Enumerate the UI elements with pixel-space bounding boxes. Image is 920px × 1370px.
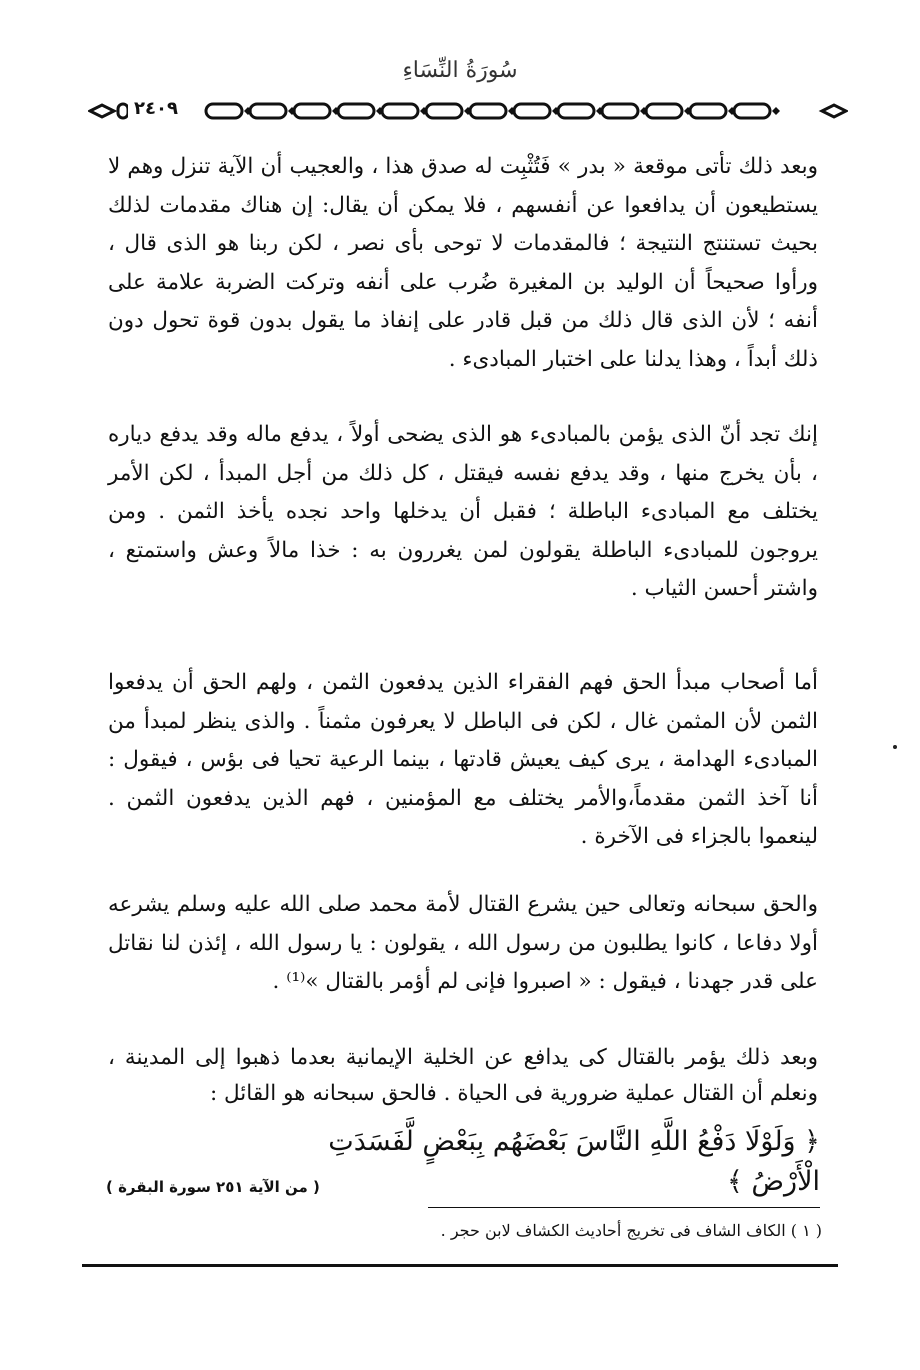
ornament-link <box>382 104 418 118</box>
ornament-link <box>514 104 550 118</box>
ornament-diamond <box>772 107 780 115</box>
ornament-end-cap <box>90 105 114 117</box>
ornament-end-cap <box>822 105 846 117</box>
paragraph-5: وبعد ذلك يؤمر بالقتال كى يدافع عن الخلية الإيمانية بعدما ذهبوا إلى المدينة ، ونعلم أن القتال عملية ضرورية فى الحياة . فالحق سبحانه هو القائل : <box>108 1045 818 1106</box>
ornament-link <box>118 104 128 118</box>
ornament-link <box>294 104 330 118</box>
quran-verse: ﴿ وَلَوْلَا دَفْعُ اللَّهِ النَّاسَ بَعْضَهُم بِبَعْضٍ لَّفَسَدَتِ الْأَرْضُ ﴾ <box>328 1126 820 1197</box>
ornament-link <box>602 104 638 118</box>
ornament-link <box>470 104 506 118</box>
footnote: ( ١ ) الكاف الشاف فى تخريج أحاديث الكشاف لابن حجر . <box>440 1221 822 1240</box>
paragraph-4: والحق سبحانه وتعالى حين يشرع القتال لأمة محمد صلى الله عليه وسلم يشرعه أولا دفاعا ، كانوا يطلبون من رسول الله ، يقولون : يا رسول الله ، إئذن لنا نقاتل على قدر جهدنا ، فيقول : « اصبروا فإنى لم أؤمر بالقتال »⁽¹⁾ . <box>108 892 818 994</box>
bottom-rule <box>82 1264 838 1267</box>
paragraph-1: وبعد ذلك تأتى موقعة « بدر » فَتُثْبِت له صدق هذا ، والعجيب أن الآية تنزل وهم لا يستطيعون أن يدافعوا عن أنفسهم ، فلا يمكن أن يقال: إن هناك مقدمات لذلك بحيث تستنتج النتيجة ؛ فالمقدمات لا توحى بأى نصر ، لكن ربنا هو الذى قال ، ورأوا صحيحاً أن الوليد بن المغيرة ضُرب على أنفه وتركت الضربة علامة على أنفه ؛ لأن الذى قال ذلك من قبل قادر على إنفاذ ما يقول بدون قوة تحول دون ذلك أبداً ، وهذا يدلنا على اختبار المبادىء . <box>108 154 818 372</box>
footnote-separator <box>428 1207 820 1208</box>
ornament-link <box>250 104 286 118</box>
paragraph-2: إنك تجد أنّ الذى يؤمن بالمبادىء هو الذى يضحى أولاً ، يدفع ماله وقد يدفع دياره ، بأن يخرج منها ، وقد يدفع نفسه فيقتل ، كل ذلك من أجل المبدأ ، لكن الأمر يختلف مع المبادىء الباطلة ؛ فقبل أن يدخلها واحد نجده يأخذ الثمن . ومن يروجون للمبادىء الباطلة يقولون لمن يغررون به : خذا مالاً وعش واستمتع ، واشتر أحسن الثياب . <box>108 422 818 601</box>
paragraph-3: أما أصحاب مبدأ الحق فهم الفقراء الذين يدفعون الثمن ، ولهم الحق أن يدفعوا الثمن لأن المثمن غال ، لكن فى الباطل لا يعرفون مثمناً . والذى ينظر لمبدأ من المبادىء الهدامة ، يرى كيف يعيش قادتها ، بينما الرعية تحيا فى بؤس ، فيقول : أنا آخذ الثمن مقدماً،والأمر يختلف مع المؤمنين ، فهم الذين يدفعون الثمن . لينعموا بالجزاء فى الآخرة . <box>108 670 818 849</box>
ornament-link <box>734 104 770 118</box>
ornament-link <box>690 104 726 118</box>
ornament-link <box>646 104 682 118</box>
ornament-link <box>206 104 242 118</box>
verse-reference: ( من الآية ٢٥١ سورة البقرة ) <box>106 1178 320 1196</box>
margin-dot <box>893 745 897 749</box>
page-number: ٢٤٠٩ <box>128 98 184 119</box>
ornament-link <box>426 104 462 118</box>
ornament-link <box>558 104 594 118</box>
ornament-link <box>338 104 374 118</box>
ornamental-border <box>88 96 848 126</box>
surah-title: سُورَةُ النِّسَاءِ <box>402 58 518 83</box>
